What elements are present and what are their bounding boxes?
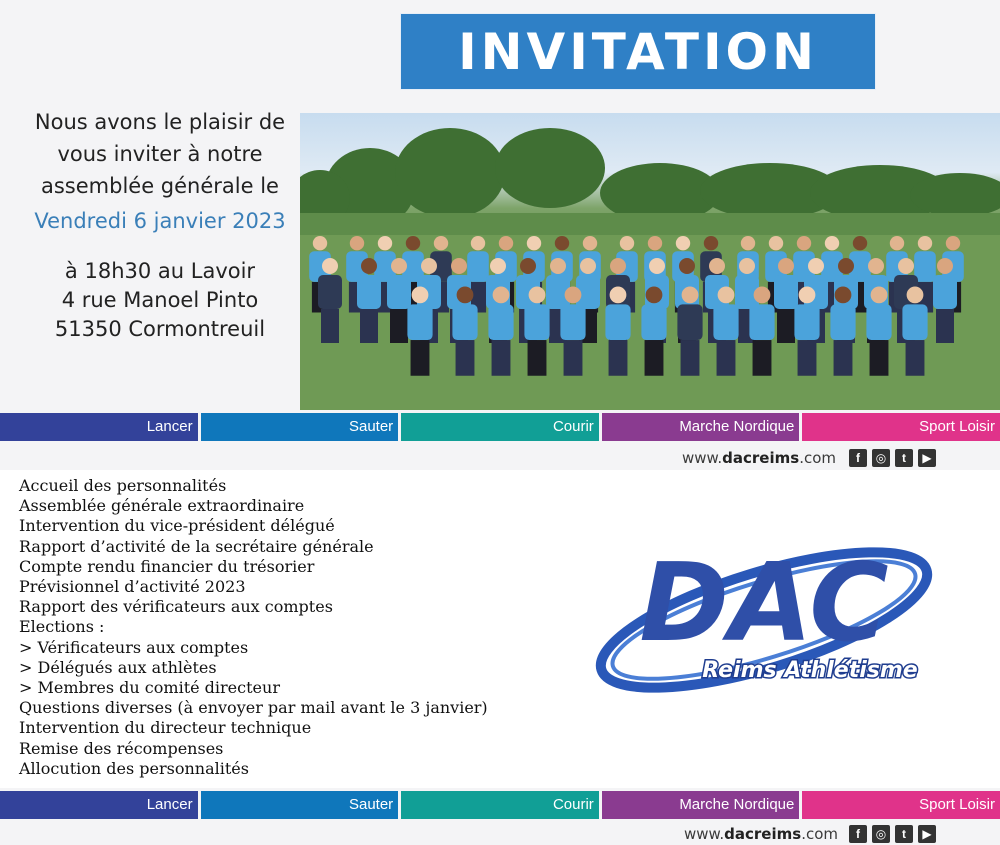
category-bar-top [0, 413, 1000, 441]
website-suffix: .com [801, 825, 838, 843]
address-line: à 18h30 au Lavoir [64, 259, 256, 283]
social-icons [849, 825, 936, 843]
agenda-item: > Délégués aux athlètes [19, 657, 217, 677]
category-sauter: Sauter [201, 413, 399, 441]
website-domain: dacreims [722, 449, 800, 467]
agenda-item: Accueil des personnalités [19, 476, 227, 495]
intro-text [20, 106, 300, 344]
agenda-item: Assemblée générale extraordinaire [19, 496, 305, 516]
logo-tagline: Reims Athlétisme [702, 658, 918, 683]
agenda-list [19, 476, 488, 779]
intro-line: vous inviter à notre [57, 142, 263, 166]
address-line: 4 rue Manoel Pinto [61, 288, 259, 312]
twitter-icon[interactable]: t [895, 449, 913, 467]
intro-line: Nous avons le plaisir de [34, 110, 286, 134]
website-link[interactable] [684, 825, 838, 843]
facebook-icon[interactable]: f [849, 449, 867, 467]
agenda-item: Remise des récompenses [19, 738, 224, 758]
agenda-item: Questions diverses (à envoyer par mail avant le 3 janvier) [19, 698, 488, 718]
agenda-item: Prévisionnel d’activité 2023 [19, 577, 246, 597]
agenda-item: > Vérificateurs aux comptes [19, 637, 249, 657]
website-prefix: www. [681, 449, 723, 467]
website-suffix: .com [799, 449, 836, 467]
category-courir: Courir [401, 413, 599, 441]
dac-logo [592, 525, 937, 710]
agenda-item: Rapport des vérificateurs aux comptes [19, 597, 333, 617]
category-marche-nordique: Marche Nordique [602, 413, 800, 441]
category-courir: Courir [401, 791, 599, 819]
agenda-item: Allocution des personnalités [19, 758, 249, 778]
instagram-icon[interactable]: ◎ [872, 825, 890, 843]
address-line: 51350 Cormontreuil [54, 317, 266, 341]
social-icons [849, 449, 936, 467]
invitation-title: INVITATION [458, 22, 818, 81]
category-marche-nordique: Marche Nordique [602, 791, 800, 819]
event-date: Vendredi 6 janvier 2023 [34, 209, 286, 233]
website-domain: dacreims [724, 825, 802, 843]
group-photo [300, 113, 1000, 410]
twitter-icon[interactable]: t [895, 825, 913, 843]
event-address [20, 257, 300, 344]
agenda-item: Compte rendu financier du trésorier [19, 556, 315, 576]
category-sauter: Sauter [201, 791, 399, 819]
category-sport-loisir: Sport Loisir [802, 791, 1000, 819]
agenda-item: > Membres du comité directeur [19, 678, 280, 698]
invitation-banner [400, 13, 876, 90]
agenda-item: Intervention du vice-président délégué [19, 516, 335, 536]
category-bar-bottom [0, 791, 1000, 819]
agenda-item: Elections : [19, 617, 105, 637]
category-lancer: Lancer [0, 791, 198, 819]
youtube-icon[interactable]: ▶ [918, 449, 936, 467]
youtube-icon[interactable]: ▶ [918, 825, 936, 843]
logo-letters: DAC [639, 541, 889, 666]
group-photo-illustration [300, 113, 1000, 410]
website-link[interactable] [682, 449, 836, 467]
agenda-item: Intervention du directeur technique [19, 718, 312, 738]
facebook-icon[interactable]: f [849, 825, 867, 843]
instagram-icon[interactable]: ◎ [872, 449, 890, 467]
agenda-item: Rapport d’activité de la secrétaire générale [19, 536, 374, 556]
intro-line: assemblée générale le [41, 174, 279, 198]
website-prefix: www. [683, 825, 725, 843]
category-lancer: Lancer [0, 413, 198, 441]
category-sport-loisir: Sport Loisir [802, 413, 1000, 441]
